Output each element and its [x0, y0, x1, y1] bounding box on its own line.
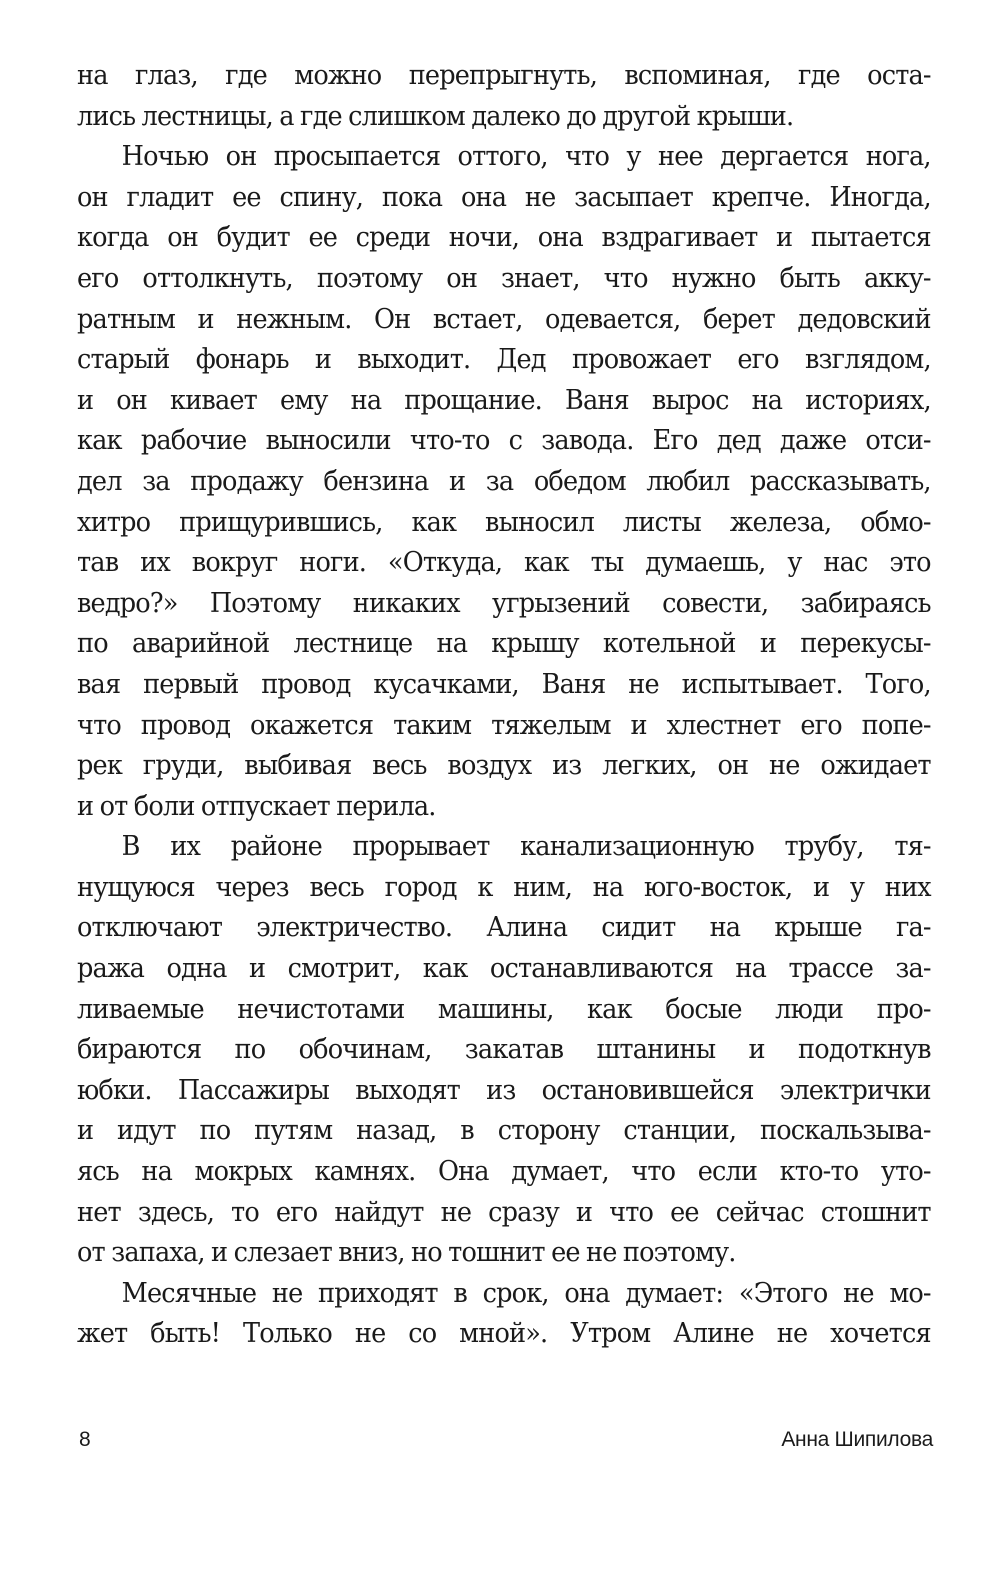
text-line: лись лестницы, а где слишком далеко до другой крыши.	[77, 99, 794, 132]
text-line: и от боли отпускает перила.	[77, 789, 436, 822]
text-line: как рабочие выносили что-то с завода. Его дед даже отси-	[77, 424, 931, 457]
running-footer-author: Анна Шипилова	[781, 1428, 933, 1451]
paragraph	[77, 826, 931, 1273]
text-line: бираются по обочинам, закатав штанины и подоткнув	[77, 1033, 931, 1066]
text-line: В их районе прорывает канализационную трубу, тя-	[121, 830, 931, 863]
text-line: от запаха, и слезает вниз, но тошнит ее не поэтому.	[77, 1236, 736, 1269]
text-line: ведро?» Поэтому никаких угрызений совести, забираясь	[77, 586, 931, 619]
text-line: что провод окажется таким тяжелым и хлестнет его попе-	[77, 708, 931, 741]
text-line: нет здесь, то его найдут не сразу и что ее сейчас стошнит	[77, 1195, 931, 1228]
text-line: хитро прищурившись, как выносил листы железа, обмо-	[77, 505, 931, 538]
text-line: рек груди, выбивая весь воздух из легких, он не ожидает	[77, 749, 931, 782]
text-line: ливаемые нечистотами машины, как босые люди про-	[77, 992, 931, 1025]
text-line: он гладит ее спину, пока она не засыпает крепче. Иногда,	[77, 180, 931, 213]
text-line: ратным и нежным. Он встает, одевается, берет дедовский	[77, 302, 931, 335]
paragraph	[77, 1273, 931, 1354]
body-text	[77, 55, 931, 1354]
text-line: Месячные не приходят в срок, она думает: «Этого не мо-	[121, 1276, 931, 1309]
text-line: отключают электричество. Алина сидит на крыше га-	[77, 911, 931, 944]
text-line: ясь на мокрых камнях. Она думает, что если кто-то уто-	[77, 1155, 931, 1188]
text-line: старый фонарь и выходит. Дед провожает его взглядом,	[77, 343, 931, 376]
page-number: 8	[79, 1428, 91, 1451]
text-line: тав их вокруг ноги. «Откуда, как ты думаешь, у нас это	[77, 546, 931, 579]
text-line: ража одна и смотрит, как останавливаются на трассе за-	[77, 952, 931, 985]
text-line: его оттолкнуть, поэтому он знает, что нужно быть акку-	[77, 261, 931, 294]
text-line: и он кивает ему на прощание. Ваня вырос на историях,	[77, 383, 931, 416]
text-line: на глаз, где можно перепрыгнуть, вспоминая, где оста-	[77, 59, 931, 91]
text-line: дел за продажу бензина и за обедом любил рассказывать,	[77, 464, 931, 497]
text-line: и идут по путям назад, в сторону станции, поскальзыва-	[77, 1114, 931, 1147]
text-line: по аварийной лестнице на крышу котельной и перекусы-	[77, 627, 931, 660]
paragraph	[77, 55, 931, 136]
page-footer	[77, 1428, 931, 1458]
text-line: Ночью он просыпается оттого, что у нее дергается нога,	[121, 140, 931, 173]
text-line: когда он будит ее среди ночи, она вздрагивает и пытается	[77, 221, 931, 254]
text-line: нущуюся через весь город к ним, на юго-восток, и у них	[77, 870, 931, 903]
text-line: вая первый провод кусачками, Ваня не испытывает. Того,	[77, 667, 931, 700]
text-line: юбки. Пассажиры выходят из остановившейся электрички	[77, 1073, 931, 1106]
paragraph	[77, 136, 931, 826]
text-line: жет быть! Только не со мной». Утром Алине не хочется	[77, 1317, 931, 1350]
